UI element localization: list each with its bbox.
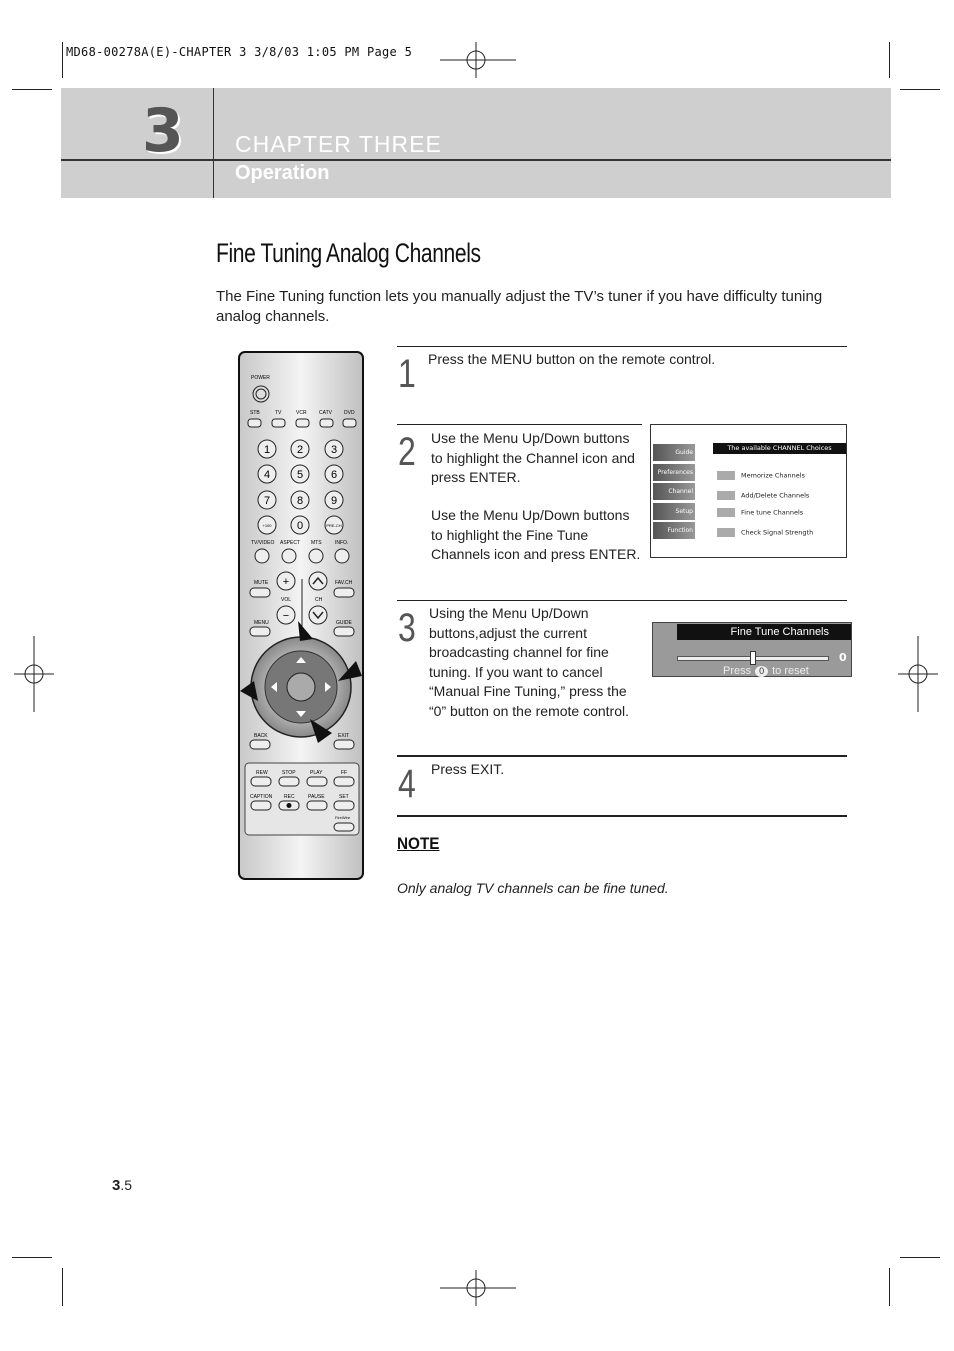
menu-item: Check Signal Strength	[717, 528, 813, 537]
svg-text:MTS: MTS	[311, 540, 322, 546]
step-number: 1	[398, 352, 416, 396]
svg-text:EXIT: EXIT	[338, 733, 350, 739]
note-text: Only analog TV channels can be fine tuned.	[397, 880, 669, 896]
svg-text:FAV.CH: FAV.CH	[335, 580, 353, 586]
svg-text:1: 1	[263, 444, 271, 456]
power-label: POWER	[251, 375, 270, 381]
svg-text:INFO.: INFO.	[335, 540, 349, 546]
svg-text:5: 5	[296, 469, 304, 481]
svg-text:6: 6	[330, 469, 338, 481]
svg-text:REW: REW	[256, 770, 268, 776]
menu-sidebar	[651, 441, 697, 541]
sidebar-item-guide: Guide	[653, 444, 695, 461]
sidebar-item-preferences: Preferences	[653, 464, 695, 481]
svg-text:TV: TV	[275, 410, 282, 416]
svg-text:PAUSE: PAUSE	[308, 794, 325, 800]
remote-control-illustration	[238, 351, 364, 880]
svg-text:VCR: VCR	[296, 410, 307, 416]
crop-mark	[900, 89, 940, 90]
svg-text:PRE-CH: PRE-CH	[326, 523, 342, 528]
svg-text:−: −	[282, 610, 290, 622]
crop-mark	[900, 1257, 940, 1258]
registration-mark-bottom	[440, 1270, 516, 1306]
registration-mark-right	[898, 636, 938, 712]
note-label: NOTE	[397, 834, 440, 853]
page-number: 3.5	[112, 1177, 133, 1194]
svg-text:3: 3	[330, 444, 338, 456]
crop-mark	[889, 42, 890, 78]
crop-mark	[62, 42, 63, 78]
menu-item: Memorize Channels	[717, 471, 805, 480]
sidebar-item-channel: Channel	[653, 483, 695, 500]
svg-text:+100: +100	[262, 523, 272, 528]
svg-text:TV/VIDEO: TV/VIDEO	[251, 540, 275, 546]
svg-text:MUTE: MUTE	[254, 580, 269, 586]
chapter-number: 3	[142, 96, 184, 166]
step-divider	[397, 815, 847, 817]
svg-text:ASPECT: ASPECT	[280, 540, 301, 546]
registration-mark-top	[440, 42, 516, 78]
svg-text:4: 4	[263, 469, 271, 481]
menu-item-icon	[717, 528, 735, 537]
svg-text:SET: SET	[339, 794, 349, 800]
svg-text:VOL: VOL	[281, 597, 292, 603]
menu-item-icon	[717, 491, 735, 500]
chapter-title: CHAPTER THREE	[235, 131, 442, 157]
chapter-subtitle: Operation	[235, 162, 330, 184]
menu-item-icon	[717, 471, 735, 480]
svg-text:FF: FF	[341, 770, 348, 776]
sidebar-item-function: Function	[653, 522, 695, 539]
svg-text:9: 9	[330, 495, 338, 507]
svg-text:BACK: BACK	[254, 733, 268, 739]
fine-tune-value: 0	[839, 651, 847, 664]
svg-text:2: 2	[296, 444, 304, 456]
chapter-banner	[61, 88, 891, 198]
step-divider	[397, 346, 847, 347]
fine-tune-slider-knob	[750, 651, 756, 665]
sidebar-item-setup: Setup	[653, 503, 695, 520]
step-divider	[397, 755, 847, 757]
step-divider	[397, 424, 642, 425]
step-text: Using the Menu Up/Down buttons,adjust the current broadcasting channel for fine tuning. If you want to cancel “Manual Fine Tuning,” press the “0” button on the remote control.	[429, 605, 629, 719]
fine-tune-header: Fine Tune Channels	[677, 624, 851, 640]
crop-mark	[12, 1257, 52, 1258]
section-intro: The Fine Tuning function lets you manually adjust the TV’s tuner if you have difficulty tuning analog channels.	[216, 288, 823, 325]
step-text: Press EXIT.	[431, 761, 505, 777]
svg-text:STB: STB	[250, 410, 260, 416]
svg-text:MENU: MENU	[254, 620, 269, 626]
step-number: 2	[398, 430, 416, 474]
svg-text:8: 8	[296, 495, 304, 507]
svg-text:7: 7	[263, 495, 271, 507]
crop-mark	[12, 89, 52, 90]
crop-mark	[889, 1268, 890, 1306]
section-title: Fine Tuning Analog Channels	[216, 238, 481, 268]
registration-mark-left	[14, 636, 54, 712]
step-text: Press the MENU button on the remote control.	[428, 351, 716, 367]
reset-hint: Press 0 to reset	[723, 665, 809, 677]
menu-header: The available CHANNEL Choices	[713, 443, 846, 454]
step-divider	[397, 600, 847, 601]
menu-item-icon	[717, 508, 735, 517]
svg-text:PLAY: PLAY	[310, 770, 323, 776]
print-slug: MD68-00278A(E)-CHAPTER 3 3/8/03 1:05 PM Page 5	[66, 45, 413, 59]
fine-tune-screen	[652, 622, 852, 677]
zero-button-icon: 0	[755, 666, 768, 677]
svg-text:GUIDE: GUIDE	[336, 620, 352, 626]
step-text: Use the Menu Up/Down buttons to highlight the Fine Tune Channels icon and press ENTER.	[431, 507, 641, 562]
svg-text:DVD: DVD	[344, 410, 355, 416]
menu-item: Add/Delete Channels	[717, 491, 809, 500]
svg-text:0: 0	[296, 520, 304, 532]
svg-text:FireWire: FireWire	[335, 815, 351, 820]
svg-text:CAPTION: CAPTION	[250, 794, 273, 800]
menu-item: Fine tune Channels	[717, 508, 803, 517]
crop-mark	[62, 1268, 63, 1306]
step-number: 4	[398, 762, 416, 806]
svg-text:STOP: STOP	[282, 770, 296, 776]
step-number: 3	[398, 606, 416, 650]
svg-text:+: +	[282, 576, 290, 588]
svg-text:CATV: CATV	[319, 410, 332, 416]
svg-text:CH: CH	[315, 597, 323, 603]
channel-menu-screen	[650, 424, 847, 558]
svg-text:REC: REC	[284, 794, 295, 800]
step-text: Use the Menu Up/Down buttons to highlight the Channel icon and press ENTER.	[431, 430, 635, 485]
